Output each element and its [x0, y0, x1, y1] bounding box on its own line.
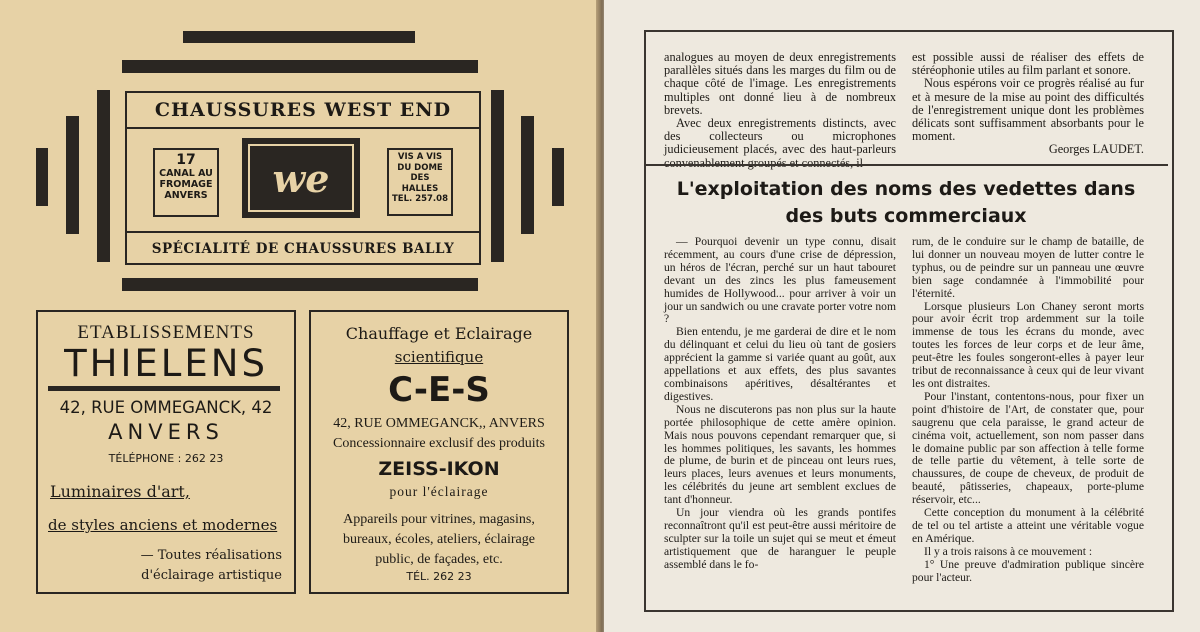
logo-frame — [248, 144, 354, 212]
ces-ad — [309, 310, 569, 594]
shoe-ad-title: CHAUSSURES WEST END — [154, 99, 452, 121]
headline-line-1: L'exploitation des noms des vedettes dans — [676, 178, 1136, 200]
paragraph: analogues au moyen de deux enregistrements parallèles situés dans les marges du film ou de chaque côté de l'image. Les enregistrements multiples ont donné lieu à de nombreux brevets. — [664, 50, 896, 117]
thielens-phone: TÉLÉPHONE : 262 23 — [108, 452, 224, 465]
paragraph: Nous ne discuterons pas non plus sur la haute portée philosophique de cette amère opinion. Mais nous pouvons cependant remarquer que, si les hommes politiques, les savants, les hommes de plume, de burin et de pinceau ont leurs rues, leurs places, leurs avenues et leurs monuments, les célébrités du jeune art semblent exclues de tant d'honneur. — [664, 402, 896, 507]
ces-line-4: pour l'éclairage — [389, 484, 489, 499]
decor-bar-left-2 — [66, 116, 79, 234]
thielens-establishments: ETABLISSEMENTS — [77, 322, 255, 343]
decor-bar-right-2 — [521, 116, 534, 234]
paragraph: Lorsque plusieurs Lon Chaney seront morts pour avoir écrit trop ardemment sur la toile immense de tous les écrans du monde, avec toutes les forces de leur corps et de leur âme, peut-être les foules songeront-elles à payer leur tribut de reconnaissance à ceux qui de leur vivant les ont distraites. — [912, 299, 1144, 390]
paragraph: Il y a trois raisons à ce mouvement : — [924, 544, 1093, 558]
paragraph: Un jour viendra où les grands pontifes reconnaîtront qu'il est peut-être aussi méritoire de sculpter sur la toile un sujet qui se meut et émeut artistiquement que de haranguer le peuple assemblé dans le fo- — [664, 506, 896, 571]
thielens-rule — [48, 386, 280, 391]
decor-bar-right-3 — [552, 148, 564, 206]
address-line: CANAL AU — [159, 168, 213, 179]
address-line: HALLES — [401, 183, 439, 194]
shoe-ad-divider-top — [127, 127, 479, 129]
shoe-ad-subtitle: SPÉCIALITÉ DE CHAUSSURES BALLY — [151, 241, 455, 257]
decor-bar-top-short — [183, 31, 415, 43]
ces-brand: ZEISS-IKON — [378, 458, 500, 480]
signature: Georges LAUDET. — [1048, 142, 1144, 157]
decor-bar-right-1 — [491, 90, 504, 262]
headline-line-2: des buts commerciaux — [785, 205, 1027, 227]
paragraph: Nous espérons voir ce progrès réalisé au fur et à mesure de la mise au point des difficultés de l'enregistrement unique dont les problèmes délicats sont suffisamment absorbants pour le moment. — [912, 76, 1144, 144]
thielens-slogan-2: de styles anciens et modernes — [48, 516, 278, 534]
ces-line-3: Concessionnaire exclusif des produits — [333, 436, 545, 451]
ces-address: 42, RUE OMMEGANCK,, ANVERS — [333, 416, 545, 431]
thielens-note-1: — Toutes réalisations — [140, 548, 282, 563]
ces-line-6: bureaux, écoles, ateliers, éclairage — [342, 532, 535, 547]
ces-phone: TÉL. 262 23 — [406, 570, 472, 583]
shoe-address-right — [387, 148, 453, 216]
thielens-city: ANVERS — [108, 420, 224, 444]
address-phone: TEL. 257.08 — [391, 194, 448, 204]
ces-line-1: Chauffage et Eclairage — [345, 324, 533, 343]
paragraph: Pour l'instant, contentons-nous, pour fixer un point d'histoire de l'Art, de constater que, pour saugrenu que cela paraisse, le grand acteur de cinéma voit, actuellement, son nom passer dans le domaine public par son affection à telle forme de telle partie du vêtement, à telle sorte de chaussures, de coupe de cheveux, de produit de beauté, pâtisseries, chapeaux, porte-plume réservoir, etc... — [912, 389, 1144, 507]
decor-bar-top-long — [122, 60, 478, 73]
article-column-2 — [912, 236, 1144, 584]
address-line: DES — [410, 173, 430, 183]
article-headline — [656, 176, 1156, 230]
thielens-address: 42, RUE OMMEGANCK, 42 — [59, 398, 273, 417]
address-line: ANVERS — [164, 190, 208, 201]
ces-line-5: Appareils pour vitrines, magasins, — [343, 512, 535, 527]
thielens-slogan-1: Luminaires d'art, — [50, 482, 190, 501]
address-line: DU DOME — [397, 162, 443, 173]
top-column-1 — [664, 51, 896, 170]
paragraph: Cette conception du monument à la célébrité de tel ou tel artiste a atteint une véritable vogue en Amérique. — [912, 506, 1144, 545]
address-line: FROMAGE — [159, 179, 213, 190]
address-line: VIS A VIS — [397, 152, 443, 162]
thielens-name: THIELENS — [64, 342, 268, 385]
address-number: 17 — [176, 152, 196, 168]
decor-bar-left-3 — [97, 90, 110, 262]
paragraph: Avec deux enregistrements distincts, avec des collecteurs ou microphones judicieusement placés, avec des haut-parleurs convenablement groupés et connectés, il — [664, 116, 896, 170]
paragraph: — Pourquoi devenir un type connu, disait récemment, au cours d'une crise de dépression, un héros de l'écran, perché sur un haut tabouret devant un des zincs les plus fameusement humides de Hollywood... pour arriver à voir un jour un sandwich ou une cravate porter votre nom ? — [664, 235, 896, 326]
ces-name: C-E-S — [388, 370, 490, 410]
top-column-2 — [912, 51, 1144, 157]
decor-bar-bottom-long — [122, 278, 478, 291]
shoe-ad-divider-bottom — [127, 231, 479, 233]
shoe-address-left — [153, 148, 219, 217]
paragraph: Bien entendu, je me garderai de dire et le nom du délinquant et celui du lieu où tant de gosiers apprécient la gamme si variée quant au goût, aux appellations et aux effets, des plus savantes combinaisons apéritives, désaltérantes et digestives. — [664, 325, 896, 403]
section-rule — [646, 164, 1168, 166]
decor-bar-left-1 — [36, 148, 48, 206]
thielens-ad — [36, 310, 296, 594]
paragraph: est possible aussi de réaliser des effets de stéréophonie utiles au film parlant et sonore. — [912, 50, 1144, 78]
logo-text: we — [272, 155, 330, 201]
thielens-note-2: d'éclairage artistique — [141, 568, 282, 583]
paragraph: rum, de le conduire sur le champ de bataille, de lui donner un nouveau moyen de lutter contre le typhus, ou de peindre sur un panneau une œuvre bien sage condamnée à l'immobilité pour l'éternité. — [912, 235, 1144, 300]
ces-line-7: public, de façades, etc. — [375, 552, 503, 567]
west-end-logo — [242, 138, 360, 218]
ces-line-2: scientifique — [394, 348, 484, 366]
paragraph: 1° Une preuve d'admiration publique sincère pour l'acteur. — [912, 557, 1144, 584]
article-column-1 — [664, 236, 896, 572]
